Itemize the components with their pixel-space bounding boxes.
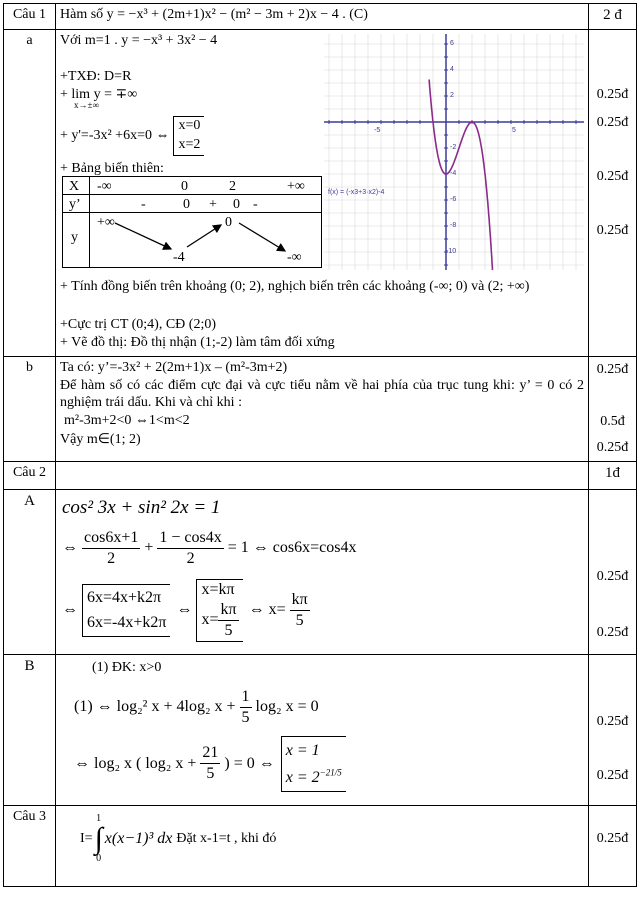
q3-label: Câu 3: [4, 806, 56, 887]
q1a-extrema: +Cực trị CT (0;4), CĐ (2;0): [60, 317, 216, 332]
q2A-eq2: ⇔ $\frac{\cos 6x+1}{2}$ + $\frac{1 - \cos 4x}{2}$ = 1 ⇔ cos6x=cos4x: [62, 528, 357, 567]
graph-tick-xneg: -5: [374, 127, 381, 134]
q2A-eq1: cos² 3x + sin² 2x = 1: [62, 497, 221, 518]
graph-tick-ym10: -10: [446, 248, 457, 255]
q2A-label: A: [4, 490, 56, 655]
graph-tick-ym4: -4: [450, 170, 457, 177]
q2A-scores: 0.25đ 0.25đ: [589, 490, 637, 655]
graph-tick-y6: 6: [450, 40, 454, 47]
q1a-content: [56, 30, 589, 357]
q1a-graph-note: + Vẽ đồ thị: Đồ thị nhận (1;-2) làm tâm đối xứng: [60, 335, 335, 350]
bbt-yval-max: 0: [225, 215, 232, 230]
graph-tick-xpos: 5: [512, 127, 516, 134]
graph-tick-ym8: -8: [450, 222, 457, 229]
q1a-deriv: + y'=-3x² +6x=0 ⇔ x=0 x=2: [60, 116, 204, 156]
q1-label: Câu 1: [4, 4, 56, 30]
q1b-label: b: [4, 357, 56, 462]
bbt-yval-min: -4: [173, 250, 185, 265]
graph-tick-y4: 4: [450, 66, 454, 73]
q1-points: 2 đ: [589, 4, 637, 30]
graph-function-label: f(x) = (-x3+3·x2)-4: [328, 189, 385, 196]
q1a-lim: + lim y = ∓∞ x→±∞: [60, 87, 138, 110]
q2A-content: [56, 490, 589, 655]
bbt-yval-plusinf: +∞: [97, 215, 115, 230]
q1a-label: a: [4, 30, 56, 357]
q1b-scores: 0.25đ 0.5đ 0.25đ: [589, 357, 637, 462]
q2B-label: B: [4, 655, 56, 806]
q2B-eq1: (1) ⇔ log₂² x + 4log₂ x + $\frac{1}{5}$ log₂ x = 0: [74, 687, 319, 726]
q1b-content: Ta có: y’=-3x² + 2(2m+1)x – (m²-3m+2) Để hàm số có các điểm cực đại và cực tiểu nằm về hai phía của trục tung khi: y’ = 0 có 2 nghiệm trái dấu. Khi và chỉ khi : m²-3m+2<0 ⇔1<m<2 Vậy m∈(1; 2): [56, 357, 589, 462]
q2B-eq2: ⇔ log₂ x ( log₂ x + $\frac{21}{5}$ ) = 0 ⇔ x = 1 $x = 2^{-21/5}$: [74, 736, 582, 792]
graph-tick-ym2: -2: [450, 144, 457, 151]
q3-content: I= 1 ∫ 0 x(x−1)³ dx Đặt x-1=t , khi đó: [56, 806, 589, 887]
function-graph: [324, 34, 584, 270]
bbt-yval-minusinf: -∞: [287, 250, 302, 265]
q1-statement: Hàm số y = −x³ + (2m+1)x² − (m² − 3m + 2)x − 4 . (C): [56, 4, 589, 30]
q2-label: Câu 2: [4, 462, 56, 490]
q2-points: 1đ: [589, 462, 637, 490]
bbt-arrows: [63, 177, 321, 267]
q1a-scores: 0.25đ 0.25đ 0.25đ 0.25đ: [589, 30, 637, 357]
graph-tick-y2: 2: [450, 92, 454, 99]
variation-table: X -∞ 0 2 +∞ y’ - 0 + 0 - y +∞ -4 0 -∞: [62, 176, 322, 268]
q1a-line1: Với m=1 . y = −x³ + 3x² − 4: [60, 33, 218, 48]
q1a-monotone: + Tính đồng biến trên khoảng (0; 2), nghịch biến trên các khoảng (-∞; 0) và (2; +∞): [60, 279, 530, 294]
q2B-content: [56, 655, 589, 806]
q2A-eq3: ⇔ 6x=4x+k2π 6x=-4x+k2π ⇔ x=kπ x= $\frac{k\pi}{5}$ ⇔ x= $\frac{k\pi}{5}$: [62, 579, 582, 642]
graph-tick-ym6: -6: [450, 196, 457, 203]
answer-table: [3, 3, 637, 887]
q3-score: 0.25đ: [589, 806, 637, 887]
q2B-scores: 0.25đ 0.25đ: [589, 655, 637, 806]
q2B-cond: (1) ĐK: x>0: [92, 660, 162, 675]
q1a-bbt-title: + Bảng biến thiên:: [60, 161, 164, 176]
q1a-txd: +TXĐ: D=R: [60, 69, 132, 84]
